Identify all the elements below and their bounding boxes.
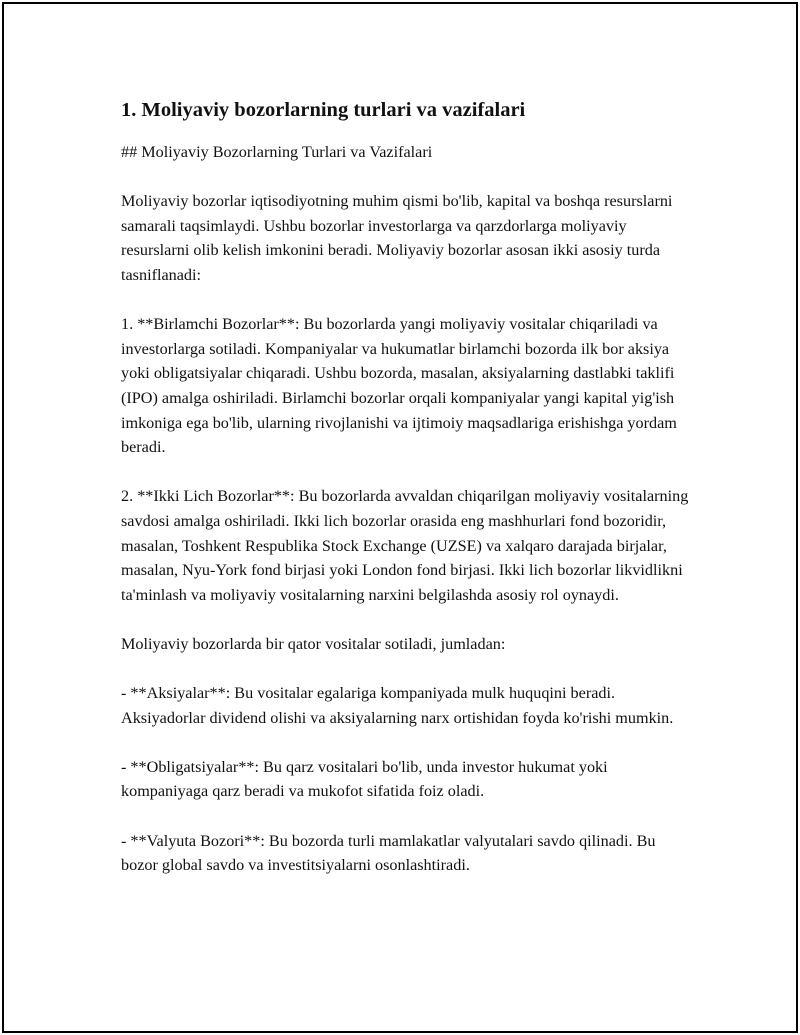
intro-paragraph: Moliyaviy bozorlar iqtisodiyotning muhim qismi bo'lib, kapital va boshqa resurslarni samarali taqsimlaydi. Ushbu bozorlar investorlarga va qarzdorlarga moliyaviy resurslarni olib kelish imkonini beradi. Moliyaviy bozorlar asosan ikki asosiy turda tasniflanadi: <box>121 192 673 284</box>
list-item-stocks: - **Aksiyalar**: Bu vositalar egalariga kompaniyada mulk huquqini beradi. Aksiyadorlar dividend olishi va aksiyalarning narx ortishidan foyda ko'rishi mumkin. <box>121 684 674 727</box>
secondary-markets-paragraph: 2. **Ikki Lich Bozorlar**: Bu bozorlarda avvaldan chiqarilgan moliyaviy vositalarning savdosi amalga oshiriladi. Ikki lich bozorlar orasida eng mashhurlari fond bozoridir, masalan, Toshkent Respublika Stock Exchange (UZSE) va xalqaro darajada birjalar, masalan, Nyu-York fond birjasi yoki London fond birjasi. Ikki lich bozorlar likvidlikni ta'minlash va moliyaviy vositalarning narxini belgilashda asosiy rol oynaydi. <box>121 487 689 604</box>
list-item-currency-market: - **Valyuta Bozori**: Bu bozorda turli mamlakatlar valyutalari savdo qilinadi. Bu bozor global savdo va investitsiyalarni osonlashtiradi. <box>121 831 656 875</box>
primary-markets-paragraph: 1. **Birlamchi Bozorlar**: Bu bozorlarda yangi moliyaviy vositalar chiqariladi va investorlarga sotiladi. Kompaniyalar va hukumatlar birlamchi bozorda ilk bor aksiya yoki obligatsiyalar chiqaradi. Ushbu bozorda, masalan, aksiyalarning dastlabki taklifi (IPO) amalga oshiriladi. Birlamchi bozorlar orqali kompaniyalar yangi kapital yig'ish imkoniga ega bo'lib, ularning rivojlanishi va ijtimoiy maqsadlariga erishishga yordam beradi. <box>121 315 677 457</box>
document-title: 1. Moliyaviy bozorlarning turlari va vazifalari <box>121 99 526 121</box>
document-body <box>121 96 696 878</box>
page-frame <box>2 2 798 1033</box>
instruments-intro-paragraph: Moliyaviy bozorlarda bir qator vositalar sotiladi, jumladan: <box>121 634 506 653</box>
list-item-bonds: - **Obligatsiyalar**: Bu qarz vositalari bo'lib, unda investor hukumat yoki kompaniyaga qarz beradi va mukofot sifatida foiz oladi. <box>121 757 608 801</box>
markdown-subheading: ## Moliyaviy Bozorlarning Turlari va Vazifalari <box>121 143 433 161</box>
